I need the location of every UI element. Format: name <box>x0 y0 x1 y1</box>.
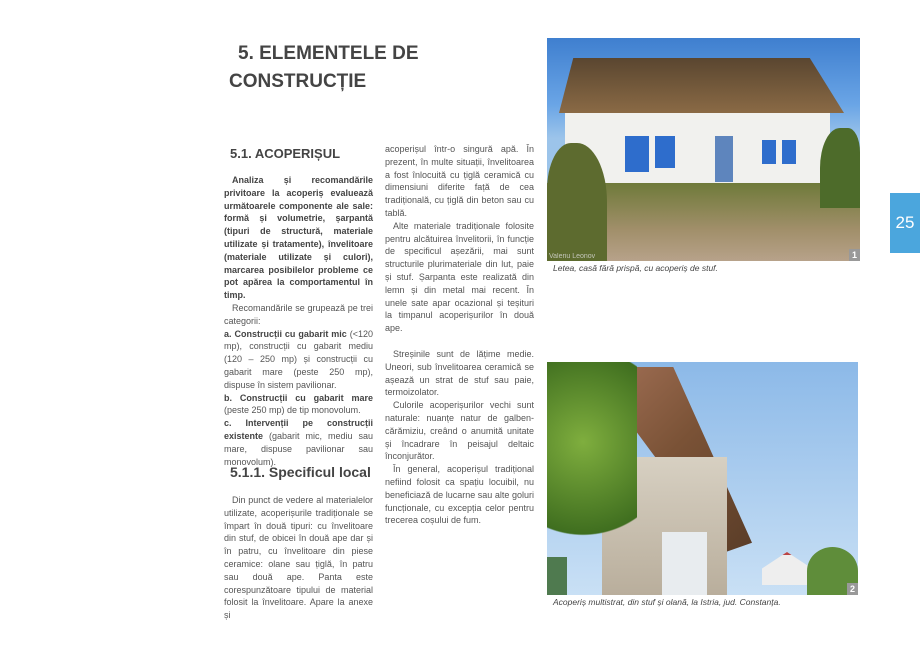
intro-paragraph: Analiza și recomandările privitoare la acoperiș evaluează următoarele componente ale sale: formă și volumetrie, șarpantă (tipuri de structură, materiale utilizate și tratamente), învelitoare (materiale utilizate și culori), marcarea posibilelor probleme ce pot apărea la comportamentul în timp. <box>224 175 373 301</box>
column-left <box>224 174 373 468</box>
paragraph: Streșinile sunt de lățime medie. Uneori, sub învelitoarea ceramică se așează un strat de stuf sau paie, termoizolator. <box>385 348 534 398</box>
paragraph: În general, acoperișul tradițional nefiind folosit ca spațiu locuibil, nu beneficiază de lucarne sau alte goluri funcționale, cu excepția celor pentru trecerea coșului de fum. <box>385 464 534 526</box>
paragraph: Culorile acoperișurilor vechi sunt naturale: nuanțe natur de galben-cărămiziu, creând o anumită unitate și încadrare în peisajul deltaic înconjurător. <box>385 400 534 462</box>
paragraph: acoperișul într-o singură apă. În prezent, în multe situații, învelitoarea a fost înlocuită cu țiglă ceramică cu dimensiuni diferite față de cea tradițională, cu țiglă din beton sau cu tablă. <box>385 144 534 218</box>
photo-number: 2 <box>847 583 858 595</box>
section-heading-specific-local: 5.1.1. Specificul local <box>230 464 371 480</box>
photo-watermark: Valeriu Leonov <box>549 253 596 260</box>
paragraph: Din punct de vedere al materialelor utilizate, acoperișurile tradiționale se împart în două tipuri: cu învelitoare din stuf, de obicei în două ape dar și în patru, cu învelitoare din piese ceramice: olane sau țiglă, în patru sau două ape. Panta este corespunzătoare tipului de material folosit la învelitoare. Apare la anexe și <box>224 495 373 621</box>
column-middle <box>385 143 534 527</box>
chapter-title: 5. ELEMENTELE DE CONSTRUCȚIE <box>229 43 419 92</box>
category-b: b. Construcții cu gabarit mare (peste 250 mp) de tip monovolum. <box>224 392 373 416</box>
page-number-tab: 25 <box>890 193 920 253</box>
column-left-bottom <box>224 494 373 622</box>
photo-thatched-house <box>547 38 860 261</box>
photo-caption: Letea, casă fără prispă, cu acoperiș de stuf. <box>553 263 718 273</box>
photo-caption: Acoperiș multistrat, din stuf și olană, la Istria, jud. Constanța. <box>553 597 781 607</box>
category-c: c. Intervenții pe construcții existente (gabarit mic, mediu sau mare, dispuse pavilionar sau monovolum). <box>224 418 373 467</box>
paragraph: Alte materiale tradiționale folosite pentru alcătuirea învelitorii, în funcție de specificul așezării, mai sunt structurile plurimateriale din lut, paie și stuf. Șarpanta este realizată din lemn și din metal mai recent. În unele sate apar ocazional și teșituri la timpanul acoperișurilor în două ape. <box>385 220 534 334</box>
section-heading-acoperisul: 5.1. ACOPERIȘUL <box>230 146 341 161</box>
photo-number: 1 <box>849 249 860 261</box>
photo-multilayer-roof <box>547 362 858 595</box>
categories-intro: Recomandările se grupează pe trei categorii: <box>224 302 373 326</box>
category-a: a. Construcții cu gabarit mic (<120 mp), construcții cu gabarit mediu (120 – 250 mp) și construcții cu gabarit mare (peste 250 mp), dispuse în sistem pavilionar. <box>224 328 373 390</box>
